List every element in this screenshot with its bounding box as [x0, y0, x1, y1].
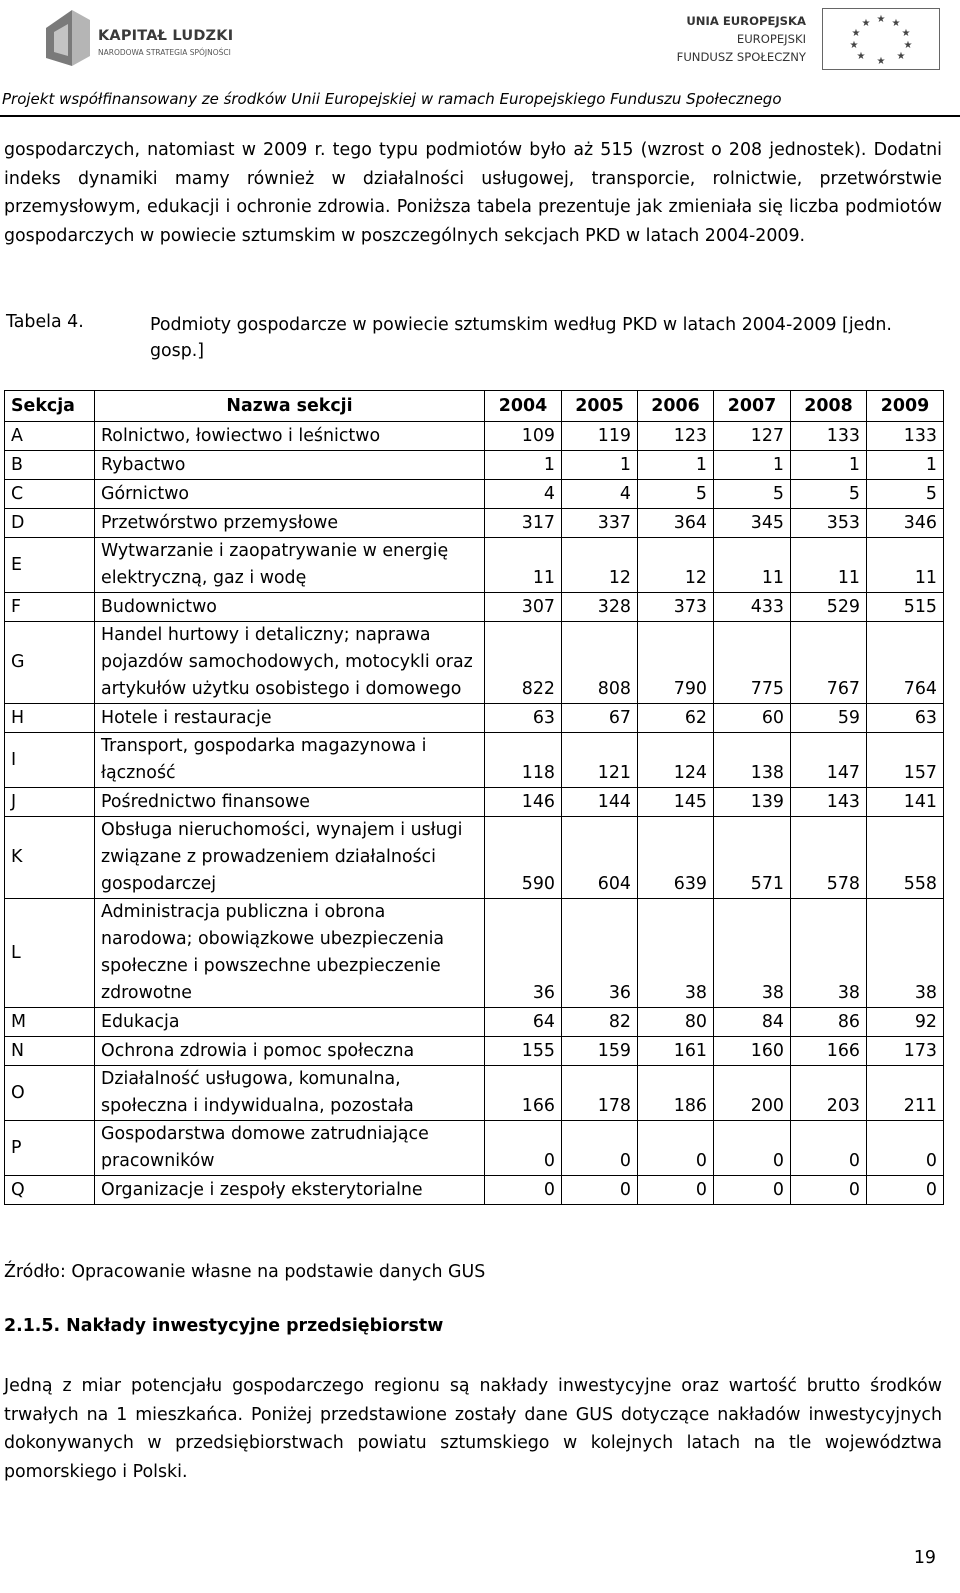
value-cell: 166	[485, 1066, 562, 1121]
section-code-cell: G	[5, 622, 95, 704]
section-code-cell: L	[5, 899, 95, 1008]
section-name-cell: Handel hurtowy i detaliczny; naprawa pojazdów samochodowych, motocykli oraz artykułów użytku osobistego i domowego	[95, 622, 485, 704]
value-cell: 373	[638, 593, 714, 622]
svg-text:★: ★	[891, 18, 901, 29]
ue-title: UNIA EUROPEJSKA	[686, 14, 806, 28]
value-cell: 143	[791, 788, 867, 817]
value-cell: 1	[714, 451, 791, 480]
table-row	[5, 899, 944, 1008]
value-cell: 0	[638, 1176, 714, 1205]
value-cell: 11	[714, 538, 791, 593]
svg-text:★: ★	[901, 28, 911, 39]
value-cell: 38	[638, 899, 714, 1008]
value-cell: 146	[485, 788, 562, 817]
col-header: Nazwa sekcji	[95, 391, 485, 422]
project-funding-line: Projekt współfinansowany ze środków Unii Europejskiej w ramach Europejskiego Funduszu Społecznego	[2, 90, 782, 108]
value-cell: 80	[638, 1008, 714, 1037]
section-code-cell: D	[5, 509, 95, 538]
value-cell: 328	[562, 593, 638, 622]
value-cell: 121	[562, 733, 638, 788]
section-code-cell: B	[5, 451, 95, 480]
value-cell: 590	[485, 817, 562, 899]
value-cell: 0	[714, 1176, 791, 1205]
table-row	[5, 1121, 944, 1176]
section-name-cell: Górnictwo	[95, 480, 485, 509]
table-row	[5, 480, 944, 509]
value-cell: 12	[638, 538, 714, 593]
value-cell: 157	[867, 733, 944, 788]
table-row	[5, 538, 944, 593]
intro-paragraph	[4, 136, 942, 250]
page-number: 19	[913, 1548, 936, 1568]
value-cell: 5	[867, 480, 944, 509]
value-cell: 0	[791, 1176, 867, 1205]
section-name-cell: Rolnictwo, łowiectwo i leśnictwo	[95, 422, 485, 451]
value-cell: 337	[562, 509, 638, 538]
value-cell: 571	[714, 817, 791, 899]
col-header: 2004	[485, 391, 562, 422]
value-cell: 123	[638, 422, 714, 451]
value-cell: 38	[791, 899, 867, 1008]
value-cell: 59	[791, 704, 867, 733]
value-cell: 0	[638, 1121, 714, 1176]
ue-subtitle-1: EUROPEJSKI	[736, 32, 806, 46]
section-name-cell: Pośrednictwo finansowe	[95, 788, 485, 817]
table-caption-label: Tabela 4.	[6, 312, 84, 332]
section-code-cell: N	[5, 1037, 95, 1066]
value-cell: 433	[714, 593, 791, 622]
value-cell: 62	[638, 704, 714, 733]
header-divider	[0, 115, 960, 117]
section-name-cell: Ochrona zdrowia i pomoc społeczna	[95, 1037, 485, 1066]
value-cell: 38	[867, 899, 944, 1008]
value-cell: 63	[867, 704, 944, 733]
value-cell: 11	[485, 538, 562, 593]
value-cell: 0	[867, 1121, 944, 1176]
value-cell: 558	[867, 817, 944, 899]
value-cell: 173	[867, 1037, 944, 1066]
value-cell: 639	[638, 817, 714, 899]
value-cell: 160	[714, 1037, 791, 1066]
value-cell: 307	[485, 593, 562, 622]
kapital-ludzki-emblem-icon	[42, 8, 94, 68]
value-cell: 63	[485, 704, 562, 733]
value-cell: 345	[714, 509, 791, 538]
value-cell: 124	[638, 733, 714, 788]
section-name-cell: Obsługa nieruchomości, wynajem i usługi związane z prowadzeniem działalności gospodarczej	[95, 817, 485, 899]
value-cell: 12	[562, 538, 638, 593]
value-cell: 346	[867, 509, 944, 538]
outro-paragraph: Jedną z miar potencjału gospodarczego regionu są nakłady inwestycyjne oraz wartość brutto środków trwałych na 1 mieszkańca. Poniżej przedstawione zostały dane GUS dotyczące nakładów inwestycyjnych dokonywanych w przedsiębiorstwach powiatu sztumskiego w kolejnych latach na tle województwa pomorskiego i Polski.	[4, 1376, 942, 1482]
value-cell: 155	[485, 1037, 562, 1066]
value-cell: 133	[791, 422, 867, 451]
section-code-cell: H	[5, 704, 95, 733]
section-name-cell: Administracja publiczna i obrona narodowa; obowiązkowe ubezpieczenia społeczne i powszechne ubezpieczenie zdrowotne	[95, 899, 485, 1008]
table-row	[5, 1037, 944, 1066]
value-cell: 86	[791, 1008, 867, 1037]
table-row	[5, 509, 944, 538]
value-cell: 1	[485, 451, 562, 480]
value-cell: 822	[485, 622, 562, 704]
table-row	[5, 1066, 944, 1121]
value-cell: 4	[485, 480, 562, 509]
table-row	[5, 817, 944, 899]
section-name-cell: Hotele i restauracje	[95, 704, 485, 733]
ue-subtitle-2: FUNDUSZ SPOŁECZNY	[676, 50, 806, 64]
section-code-cell: F	[5, 593, 95, 622]
section-name-cell: Transport, gospodarka magazynowa i łączność	[95, 733, 485, 788]
col-header: 2009	[867, 391, 944, 422]
kapital-ludzki-subtitle: NARODOWA STRATEGIA SPÓJNOŚCI	[98, 48, 231, 57]
ue-efs-logo	[672, 8, 956, 70]
value-cell: 11	[791, 538, 867, 593]
value-cell: 82	[562, 1008, 638, 1037]
table-row	[5, 704, 944, 733]
table-caption-text: Podmioty gospodarcze w powiecie sztumskim według PKD w latach 2004-2009 [jedn. gosp.]	[150, 315, 892, 361]
table-row	[5, 451, 944, 480]
value-cell: 1	[638, 451, 714, 480]
svg-text:★: ★	[856, 51, 866, 62]
value-cell: 147	[791, 733, 867, 788]
value-cell: 64	[485, 1008, 562, 1037]
table-row	[5, 788, 944, 817]
value-cell: 364	[638, 509, 714, 538]
value-cell: 5	[791, 480, 867, 509]
table-row	[5, 622, 944, 704]
value-cell: 145	[638, 788, 714, 817]
value-cell: 178	[562, 1066, 638, 1121]
section-code-cell: J	[5, 788, 95, 817]
table-source-note: Źródło: Opracowanie własne na podstawie danych GUS	[4, 1262, 486, 1282]
svg-text:★: ★	[861, 18, 871, 29]
section-name-cell: Rybactwo	[95, 451, 485, 480]
pkd-table	[4, 390, 944, 1205]
value-cell: 92	[867, 1008, 944, 1037]
value-cell: 36	[562, 899, 638, 1008]
table-body	[5, 422, 944, 1205]
value-cell: 0	[791, 1121, 867, 1176]
section-code-cell: E	[5, 538, 95, 593]
svg-text:★: ★	[896, 51, 906, 62]
value-cell: 764	[867, 622, 944, 704]
value-cell: 161	[638, 1037, 714, 1066]
section-code-cell: I	[5, 733, 95, 788]
value-cell: 0	[562, 1121, 638, 1176]
value-cell: 203	[791, 1066, 867, 1121]
value-cell: 127	[714, 422, 791, 451]
value-cell: 515	[867, 593, 944, 622]
value-cell: 5	[714, 480, 791, 509]
col-header: 2005	[562, 391, 638, 422]
value-cell: 1	[562, 451, 638, 480]
value-cell: 36	[485, 899, 562, 1008]
section-name-cell: Wytwarzanie i zaopatrywanie w energię elektryczną, gaz i wodę	[95, 538, 485, 593]
table-row	[5, 733, 944, 788]
section-code-cell: O	[5, 1066, 95, 1121]
section-code-cell: C	[5, 480, 95, 509]
value-cell: 138	[714, 733, 791, 788]
table-row	[5, 1176, 944, 1205]
value-cell: 808	[562, 622, 638, 704]
value-cell: 166	[791, 1037, 867, 1066]
value-cell: 0	[867, 1176, 944, 1205]
section-name-cell: Budownictwo	[95, 593, 485, 622]
value-cell: 60	[714, 704, 791, 733]
col-header: 2008	[791, 391, 867, 422]
table-row	[5, 1008, 944, 1037]
value-cell: 139	[714, 788, 791, 817]
value-cell: 200	[714, 1066, 791, 1121]
section-code-cell: Q	[5, 1176, 95, 1205]
section-heading: 2.1.5. Nakłady inwestycyjne przedsiębiorstw	[4, 1316, 444, 1336]
value-cell: 0	[485, 1176, 562, 1205]
table-row	[5, 593, 944, 622]
section-name-cell: Działalność usługowa, komunalna, społeczna i indywidualna, pozostała	[95, 1066, 485, 1121]
section-name-cell: Organizacje i zespoły eksterytorialne	[95, 1176, 485, 1205]
value-cell: 159	[562, 1037, 638, 1066]
eu-flag-icon	[822, 8, 940, 70]
section-code-cell: A	[5, 422, 95, 451]
value-cell: 604	[562, 817, 638, 899]
section-name-cell: Gospodarstwa domowe zatrudniające pracowników	[95, 1121, 485, 1176]
col-header: 2006	[638, 391, 714, 422]
kapital-ludzki-logo	[42, 8, 252, 68]
value-cell: 790	[638, 622, 714, 704]
value-cell: 211	[867, 1066, 944, 1121]
section-code-cell: K	[5, 817, 95, 899]
value-cell: 186	[638, 1066, 714, 1121]
value-cell: 0	[562, 1176, 638, 1205]
value-cell: 109	[485, 422, 562, 451]
value-cell: 67	[562, 704, 638, 733]
svg-text:★: ★	[876, 56, 886, 67]
value-cell: 4	[562, 480, 638, 509]
value-cell: 118	[485, 733, 562, 788]
value-cell: 529	[791, 593, 867, 622]
value-cell: 133	[867, 422, 944, 451]
intro-text: gospodarczych, natomiast w 2009 r. tego typu podmiotów było aż 515 (wzrost o 208 jednostek). Dodatni indeks dynamiki mamy również w działalności usługowej, transporcie, rolnictwie, przetwórstwie przemysłowym, edukacji i ochronie zdrowia. Poniższa tabela prezentuje jak zmieniała się liczba podmiotów gospodarczych w powiecie sztumskim w poszczególnych sekcjach PKD w latach 2004-2009.	[4, 140, 942, 246]
svg-text:★: ★	[903, 40, 913, 51]
section-code-cell: M	[5, 1008, 95, 1037]
svg-text:★: ★	[849, 40, 859, 51]
value-cell: 1	[791, 451, 867, 480]
value-cell: 1	[867, 451, 944, 480]
col-header: 2007	[714, 391, 791, 422]
value-cell: 578	[791, 817, 867, 899]
value-cell: 775	[714, 622, 791, 704]
value-cell: 84	[714, 1008, 791, 1037]
value-cell: 767	[791, 622, 867, 704]
value-cell: 317	[485, 509, 562, 538]
value-cell: 11	[867, 538, 944, 593]
value-cell: 5	[638, 480, 714, 509]
value-cell: 144	[562, 788, 638, 817]
svg-text:★: ★	[851, 28, 861, 39]
table-row	[5, 422, 944, 451]
value-cell: 353	[791, 509, 867, 538]
kapital-ludzki-title: KAPITAŁ LUDZKI	[98, 28, 234, 44]
value-cell: 119	[562, 422, 638, 451]
value-cell: 38	[714, 899, 791, 1008]
page-header	[0, 0, 960, 108]
value-cell: 0	[714, 1121, 791, 1176]
section-name-cell: Edukacja	[95, 1008, 485, 1037]
col-header: Sekcja	[5, 391, 95, 422]
table-header-row	[5, 391, 944, 422]
value-cell: 0	[485, 1121, 562, 1176]
svg-text:★: ★	[876, 14, 886, 25]
section-code-cell: P	[5, 1121, 95, 1176]
section-name-cell: Przetwórstwo przemysłowe	[95, 509, 485, 538]
value-cell: 141	[867, 788, 944, 817]
